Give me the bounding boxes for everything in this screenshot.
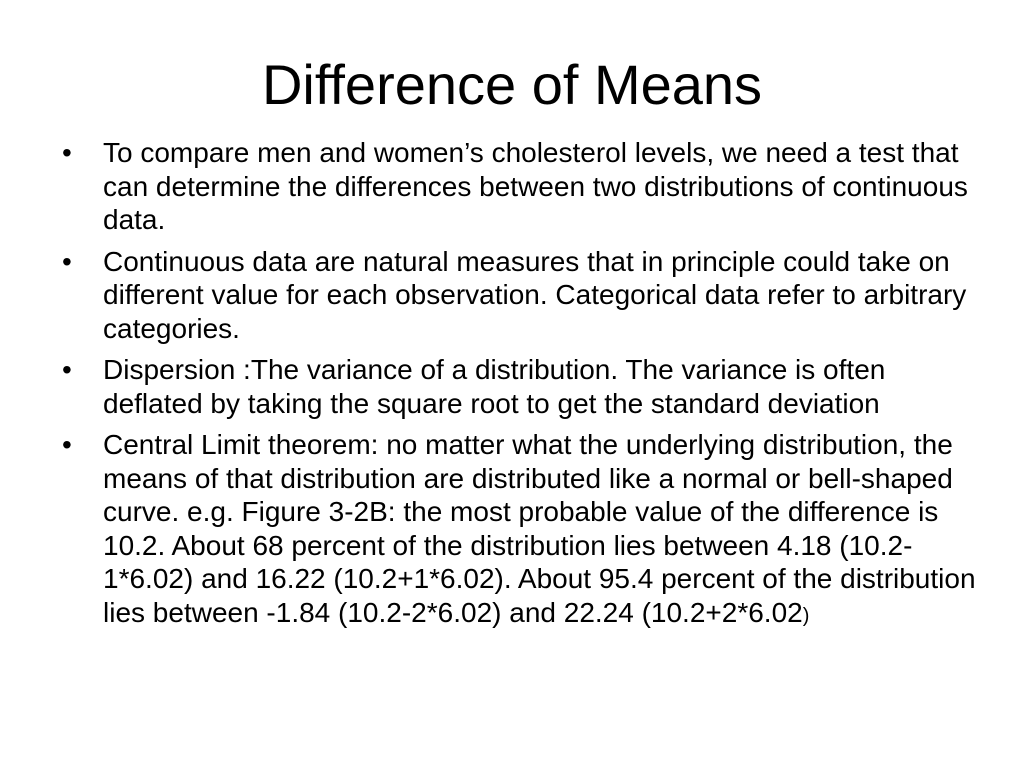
- bullet-item: [62, 428, 982, 633]
- bullet-icon: •: [62, 137, 72, 168]
- bullet-text: To compare men and women’s cholesterol levels, we need a test that can determine the differences between two distributions of continuous data.: [103, 137, 968, 235]
- bullet-icon: •: [62, 429, 72, 460]
- bullet-item: [62, 245, 982, 346]
- bullet-list: [62, 136, 982, 641]
- closing-parenthesis: ): [802, 604, 810, 627]
- bullet-text: Central Limit theorem: no matter what the underlying distribution, the means of that distribution are distributed like a normal or bell-shaped curve. e.g. Figure 3-2B: the most probable value of the difference is 10.2. About 68 percent of the distribution lies between 4.18 (10.2-1*6.02) and 16.22 (10.2+1*6.02). About 95.4 percent of the distribution lies between -1.84 (10.2-2*6.02) and 22.24 (10.2+2*6.02: [103, 429, 976, 628]
- bullet-item: [62, 136, 982, 237]
- slide-title: Difference of Means: [261, 53, 763, 116]
- bullet-text: Continuous data are natural measures that in principle could take on different value for each observation. Categorical data refer to arbitrary categories.: [103, 245, 967, 344]
- bullet-item: [62, 353, 982, 420]
- bullet-icon: •: [62, 245, 72, 277]
- bullet-icon: •: [62, 354, 72, 385]
- bullet-text: Dispersion :The variance of a distribution. The variance is often deflated by taking the square root to get the standard deviation: [103, 354, 886, 419]
